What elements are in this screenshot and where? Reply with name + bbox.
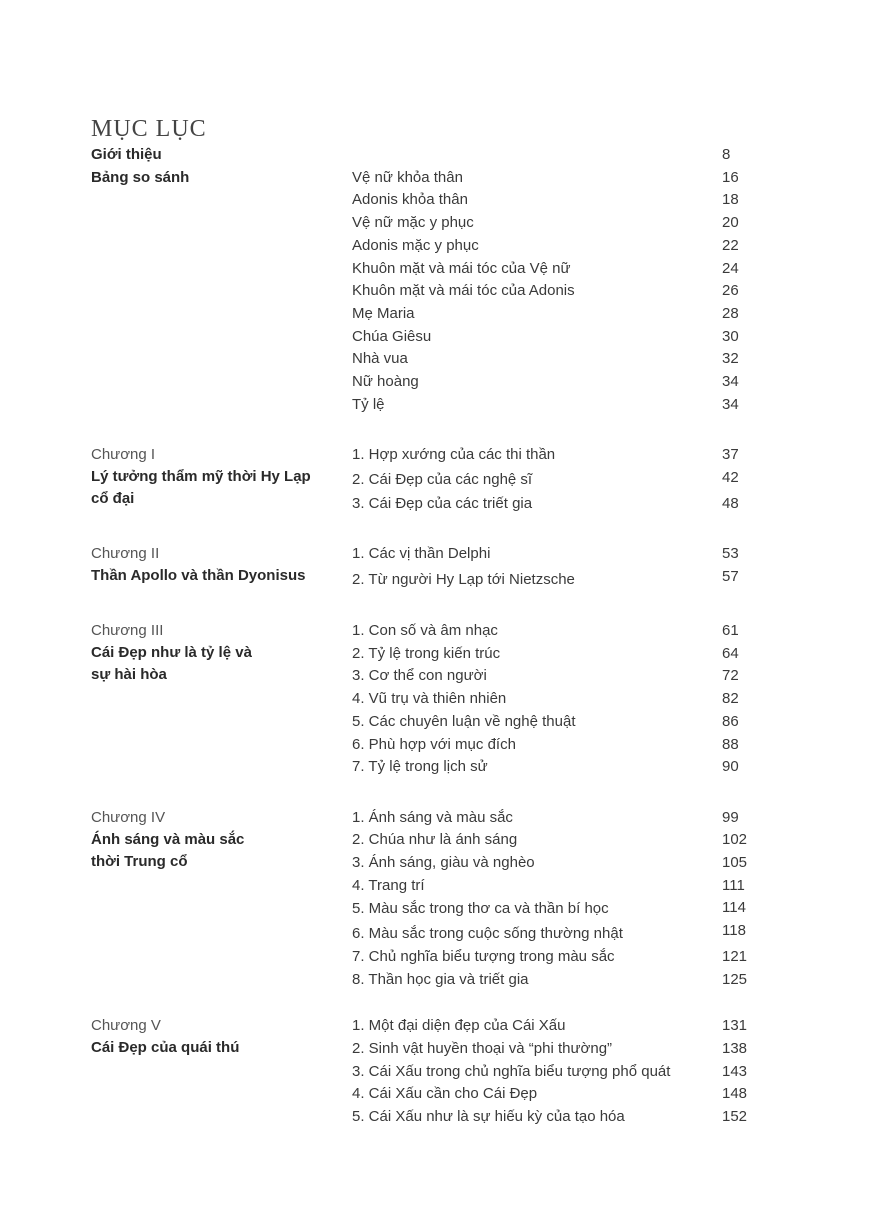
toc-entry-title: 3. Cái Đẹp của các triết gia <box>352 495 533 512</box>
toc-page-number: 42 <box>722 469 739 486</box>
toc-entry-title: 4. Vũ trụ và thiên nhiên <box>352 690 507 707</box>
toc-entry-title: 1. Ánh sáng và màu sắc <box>352 809 513 826</box>
chapter-label: Chương III <box>91 622 164 639</box>
toc-entry-title: 2. Từ người Hy Lạp tới Nietzsche <box>352 571 575 588</box>
toc-page-number: 118 <box>722 922 746 939</box>
toc-page-number: 90 <box>722 758 739 775</box>
toc-page-number: 32 <box>722 350 739 367</box>
chapter-title: Thần Apollo và thần Dyonisus <box>91 567 306 584</box>
toc-entry-title: 1. Hợp xướng của các thi thần <box>352 446 556 463</box>
toc-page-number: 28 <box>722 305 739 322</box>
toc-page-number: 138 <box>722 1040 748 1057</box>
toc-page-number: 34 <box>722 373 739 390</box>
toc-page-number: 152 <box>722 1108 748 1125</box>
toc-entry-title: Khuôn mặt và mái tóc của Vệ nữ <box>352 260 571 277</box>
toc-entry-title: 6. Phù hợp với mục đích <box>352 736 516 753</box>
toc-entry-title: 6. Màu sắc trong cuộc sống thường nhật <box>352 925 623 942</box>
toc-entry-title: Tỷ lệ <box>352 396 385 413</box>
toc-page-number: 64 <box>722 645 739 662</box>
toc-entry-title: 3. Ánh sáng, giàu và nghèo <box>352 854 535 871</box>
toc-entry-title: 3. Cơ thể con người <box>352 667 487 684</box>
toc-entry-title: 2. Tỷ lệ trong kiến trúc <box>352 645 501 662</box>
toc-page-number: 48 <box>722 495 739 512</box>
toc-page-number: 53 <box>722 545 739 562</box>
toc-entry-title: 4. Cái Xấu cần cho Cái Đẹp <box>352 1085 538 1102</box>
toc-page-number: 20 <box>722 214 739 231</box>
toc-page-number: 8 <box>722 146 731 163</box>
toc-entry-title: Vệ nữ khỏa thân <box>352 169 463 186</box>
toc-page-number: 105 <box>722 854 748 871</box>
chapter-label: Chương II <box>91 545 160 562</box>
toc-page-number: 125 <box>722 971 748 988</box>
toc-page-number: 57 <box>722 568 739 585</box>
toc-page-number: 114 <box>722 899 746 916</box>
toc-entry-title: 3. Cái Xấu trong chủ nghĩa biểu tượng phổ quát <box>352 1063 671 1080</box>
toc-entry-title: Mẹ Maria <box>352 305 415 322</box>
chapter-title: Ánh sáng và màu sắc <box>91 831 245 848</box>
toc-page-number: 111 <box>722 877 745 894</box>
toc-entry-title: 5. Các chuyên luận về nghệ thuật <box>352 713 576 730</box>
toc-page-number: 121 <box>722 948 748 965</box>
toc-entry-title: Vệ nữ mặc y phục <box>352 214 474 231</box>
chapter-label: Chương IV <box>91 809 166 826</box>
toc-entry-title: 1. Con số và âm nhạc <box>352 622 498 639</box>
toc-page-number: 37 <box>722 446 739 463</box>
chapter-title: cổ đại <box>91 490 135 507</box>
toc-entry-title: Adonis khỏa thân <box>352 191 468 208</box>
toc-page-number: 22 <box>722 237 739 254</box>
toc-entry-title: Khuôn mặt và mái tóc của Adonis <box>352 282 575 299</box>
toc-page-number: 82 <box>722 690 739 707</box>
chapter-title: sự hài hòa <box>91 666 167 683</box>
section-title: Giới thiệu <box>91 146 162 163</box>
toc-entry-title: 8. Thần học gia và triết gia <box>352 971 529 988</box>
toc-entry-title: Adonis mặc y phục <box>352 237 479 254</box>
chapter-title: Cái Đẹp như là tỷ lệ và <box>91 644 252 661</box>
toc-page-number: 148 <box>722 1085 748 1102</box>
chapter-label: Chương I <box>91 446 156 463</box>
toc-page-number: 86 <box>722 713 739 730</box>
toc-entry-title: 4. Trang trí <box>352 877 425 894</box>
chapter-title: Cái Đẹp của quái thú <box>91 1039 240 1056</box>
toc-page-number: 24 <box>722 260 739 277</box>
toc-entry-title: 1. Một đại diện đẹp của Cái Xấu <box>352 1017 566 1034</box>
toc-entry-title: Nhà vua <box>352 350 408 367</box>
toc-entry-title: 5. Màu sắc trong thơ ca và thần bí học <box>352 900 609 917</box>
toc-page-number: 16 <box>722 169 739 186</box>
toc-page-number: 61 <box>722 622 739 639</box>
toc-entry-title: Nữ hoàng <box>352 373 419 390</box>
toc-entry-title: 1. Các vị thần Delphi <box>352 545 491 562</box>
chapter-title: thời Trung cổ <box>91 853 188 870</box>
chapter-label: Chương V <box>91 1017 161 1034</box>
toc-page-number: 143 <box>722 1063 748 1080</box>
chapter-title: Lý tưởng thẩm mỹ thời Hy Lạp <box>91 468 311 485</box>
toc-page-number: 99 <box>722 809 739 826</box>
toc-entry-title: 2. Cái Đẹp của các nghệ sĩ <box>352 471 533 488</box>
toc-page-number: 102 <box>722 831 748 848</box>
toc-entry-title: 2. Chúa như là ánh sáng <box>352 831 518 848</box>
section-title: Bảng so sánh <box>91 169 190 186</box>
toc-entry-title: Chúa Giêsu <box>352 328 432 345</box>
toc-entry-title: 5. Cái Xấu như là sự hiếu kỳ của tạo hóa <box>352 1108 625 1125</box>
toc-page-number: 131 <box>722 1017 748 1034</box>
toc-page-number: 88 <box>722 736 739 753</box>
page-title: MỤC LỤC <box>91 116 207 143</box>
toc-entry-title: 7. Chủ nghĩa biểu tượng trong màu sắc <box>352 948 615 965</box>
toc-page-number: 72 <box>722 667 739 684</box>
toc-page-number: 30 <box>722 328 739 345</box>
toc-page-number: 26 <box>722 282 739 299</box>
toc-entry-title: 7. Tỷ lệ trong lịch sử <box>352 758 488 775</box>
toc-page-number: 18 <box>722 191 739 208</box>
toc-page-number: 34 <box>722 396 739 413</box>
toc-entry-title: 2. Sinh vật huyền thoại và “phi thường” <box>352 1040 613 1057</box>
